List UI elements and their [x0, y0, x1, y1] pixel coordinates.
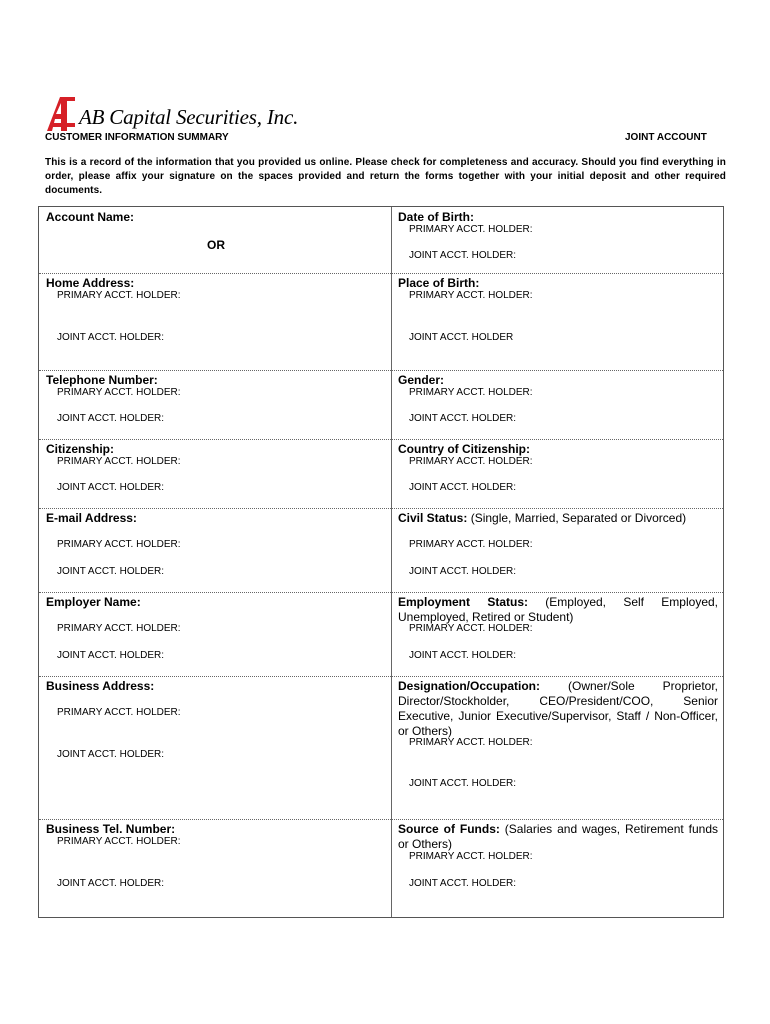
home-joint-label: JOINT ACCT. HOLDER:	[57, 332, 165, 343]
column-divider	[391, 207, 392, 917]
desig-primary-label: PRIMARY ACCT. HOLDER:	[409, 737, 533, 748]
row-divider	[39, 592, 723, 593]
empstat-joint-label: JOINT ACCT. HOLDER:	[409, 650, 517, 661]
row-divider	[39, 370, 723, 371]
row-divider	[39, 508, 723, 509]
row-divider	[39, 439, 723, 440]
tel-joint-label: JOINT ACCT. HOLDER:	[57, 413, 165, 424]
sof-joint-label: JOINT ACCT. HOLDER:	[409, 878, 517, 889]
pob-joint-label: JOINT ACCT. HOLDER	[409, 332, 514, 343]
cit-primary-label: PRIMARY ACCT. HOLDER:	[57, 456, 181, 467]
home-primary-label: PRIMARY ACCT. HOLDER:	[57, 290, 181, 301]
bizaddr-joint-label: JOINT ACCT. HOLDER:	[57, 749, 165, 760]
date-of-birth-label: Date of Birth:	[398, 210, 474, 224]
sof-primary-label: PRIMARY ACCT. HOLDER:	[409, 851, 533, 862]
emp-joint-label: JOINT ACCT. HOLDER:	[57, 650, 165, 661]
home-address-label: Home Address:	[46, 276, 135, 290]
telephone-label: Telephone Number:	[46, 373, 158, 387]
designation-title: Designation/Occupation:	[398, 679, 541, 693]
customer-info-form	[38, 206, 724, 918]
desig-joint-label: JOINT ACCT. HOLDER:	[409, 778, 517, 789]
gender-label: Gender:	[398, 373, 445, 387]
emp-primary-label: PRIMARY ACCT. HOLDER:	[57, 623, 181, 634]
employment-status-title: Employment Status:	[398, 595, 528, 609]
designation-options: (Owner/Sole Proprietor, Director/Stockholder, CEO/President/COO, Senior Executive, Junior Executive/Supervisor, Staff / Non-Officer, or Others)	[398, 679, 718, 738]
bizaddr-primary-label: PRIMARY ACCT. HOLDER:	[57, 707, 181, 718]
source-of-funds-title: Source of Funds:	[398, 822, 500, 836]
row-divider	[39, 676, 723, 677]
email-primary-label: PRIMARY ACCT. HOLDER:	[57, 539, 181, 550]
account-type: JOINT ACCOUNT	[625, 132, 707, 143]
civil-status-label	[398, 511, 686, 525]
source-of-funds-options: (Salaries and wages, Retirement funds or Others)	[398, 822, 718, 851]
ab-capital-logo-icon	[45, 95, 77, 131]
form-title: CUSTOMER INFORMATION SUMMARY	[45, 132, 229, 143]
pob-primary-label: PRIMARY ACCT. HOLDER:	[409, 290, 533, 301]
gender-joint-label: JOINT ACCT. HOLDER:	[409, 413, 517, 424]
biztel-primary-label: PRIMARY ACCT. HOLDER:	[57, 836, 181, 847]
business-address-label: Business Address:	[46, 679, 155, 693]
designation-label	[398, 679, 718, 739]
place-of-birth-label: Place of Birth:	[398, 276, 480, 290]
citizenship-label: Citizenship:	[46, 442, 114, 456]
civil-joint-label: JOINT ACCT. HOLDER:	[409, 566, 517, 577]
dob-primary-label: PRIMARY ACCT. HOLDER:	[409, 224, 533, 235]
or-label: OR	[207, 238, 225, 252]
civil-primary-label: PRIMARY ACCT. HOLDER:	[409, 539, 533, 550]
employer-name-label: Employer Name:	[46, 595, 141, 609]
business-tel-label: Business Tel. Number:	[46, 822, 176, 836]
coc-joint-label: JOINT ACCT. HOLDER:	[409, 482, 517, 493]
email-label: E-mail Address:	[46, 511, 137, 525]
company-logo	[45, 95, 298, 131]
email-joint-label: JOINT ACCT. HOLDER:	[57, 566, 165, 577]
row-divider	[39, 273, 723, 274]
source-of-funds-label	[398, 822, 718, 852]
tel-primary-label: PRIMARY ACCT. HOLDER:	[57, 387, 181, 398]
country-citizenship-label: Country of Citizenship:	[398, 442, 530, 456]
gender-primary-label: PRIMARY ACCT. HOLDER:	[409, 387, 533, 398]
dob-joint-label: JOINT ACCT. HOLDER:	[409, 250, 517, 261]
civil-status-title: Civil Status:	[398, 511, 468, 525]
biztel-joint-label: JOINT ACCT. HOLDER:	[57, 878, 165, 889]
cit-joint-label: JOINT ACCT. HOLDER:	[57, 482, 165, 493]
intro-text: This is a record of the information that you provided us online. Please check for completeness and accuracy. Should you find everything in order, please affix your signature on the spaces provided and return the forms together with your initial deposit and other required documents.	[45, 157, 726, 196]
empstat-primary-label: PRIMARY ACCT. HOLDER:	[409, 623, 533, 634]
employment-status-options: (Employed, Self Employed, Unemployed, Retired or Student)	[398, 595, 718, 624]
civil-status-options: (Single, Married, Separated or Divorced)	[467, 511, 687, 525]
account-name-label: Account Name:	[46, 210, 135, 224]
employment-status-label	[398, 595, 718, 625]
company-name: AB Capital Securities, Inc.	[79, 105, 299, 129]
coc-primary-label: PRIMARY ACCT. HOLDER:	[409, 456, 533, 467]
row-divider	[39, 819, 723, 820]
